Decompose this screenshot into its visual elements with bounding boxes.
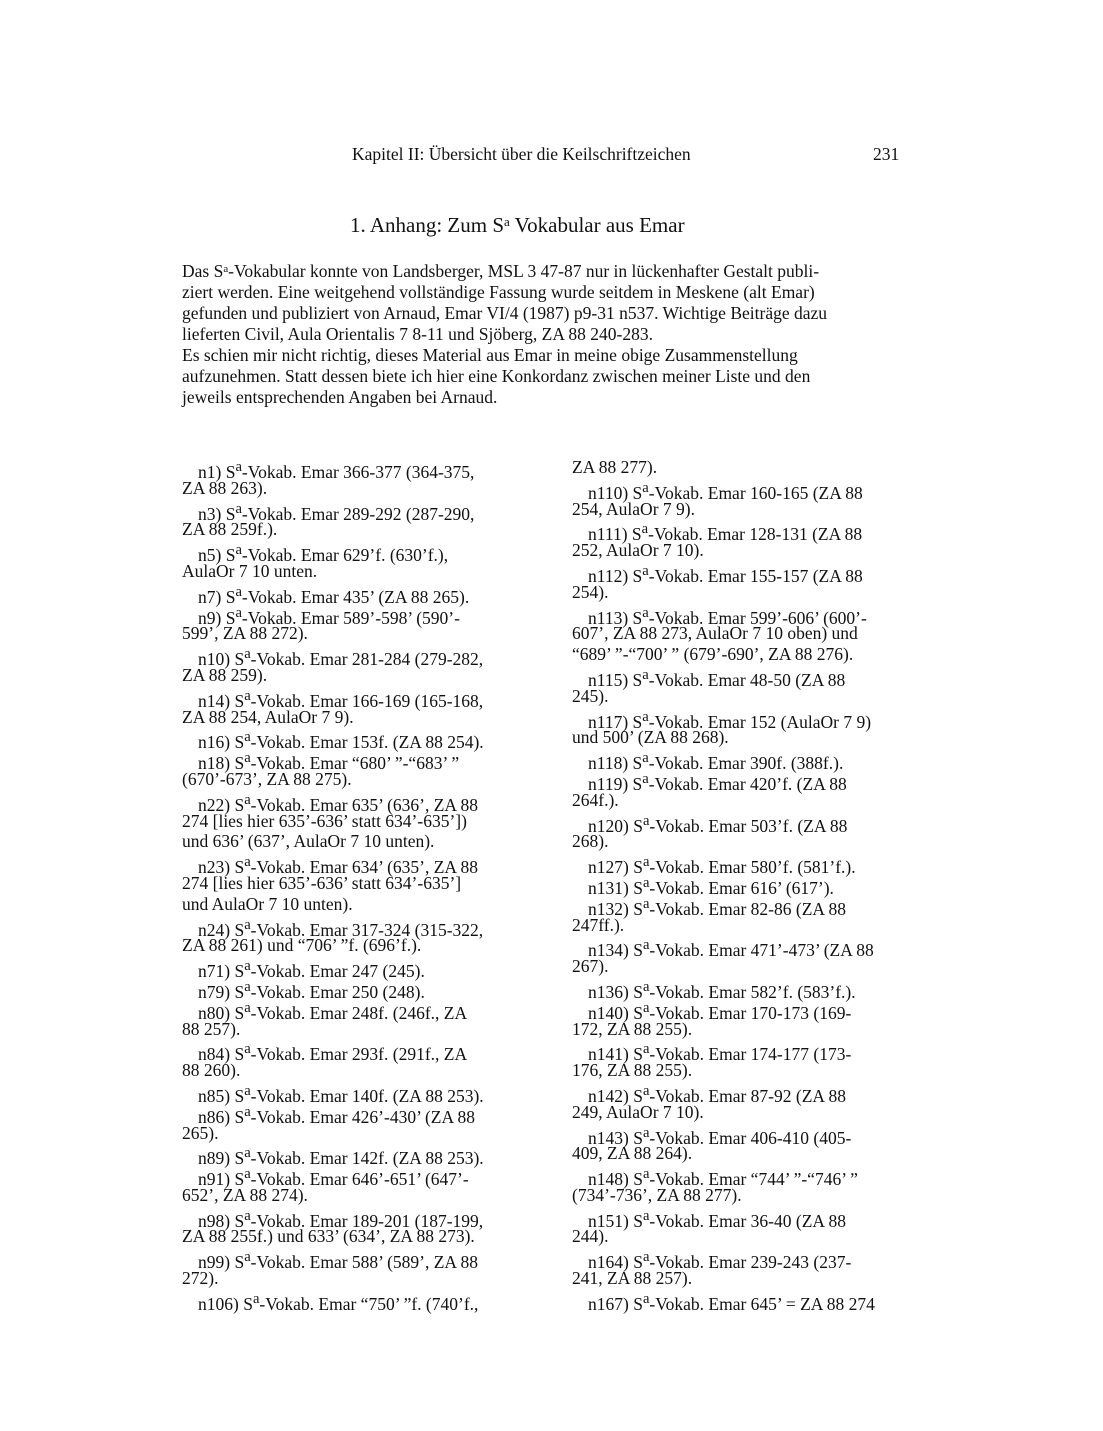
line-text: -Vokab. Emar 435’ (ZA 88 265). (241, 586, 470, 607)
concordance-entry-line (182, 727, 532, 753)
line-text: und 636’ (637’, AulaOr 7 10 unten). (182, 831, 435, 852)
concordance-entry-line (182, 1143, 532, 1169)
line-text: 652’, ZA 88 274). (182, 1184, 308, 1205)
line-text: 264f.). (572, 789, 619, 810)
superscript: a (244, 916, 251, 933)
line-text: n141) S (588, 1044, 643, 1065)
running-head: Kapitel II: Übersicht über die Keilschriftzeichen (352, 144, 691, 164)
superscript: a (235, 604, 242, 621)
superscript: a (235, 459, 242, 475)
line-text: n119) S (588, 773, 643, 794)
line-text: ZA 88 277). (572, 457, 658, 477)
section-title (350, 212, 685, 238)
line-text: gefunden und publiziert von Arnaud, Emar VI/4 (1987) p9-31 n537. Wichtige Beiträge dazu (182, 303, 828, 323)
intro-line (182, 387, 922, 408)
line-text: n7) S (198, 586, 236, 607)
line-text: n85) S (198, 1085, 245, 1106)
line-text: ZA 88 255f.) und 633’ (634’, ZA 88 273). (182, 1226, 475, 1247)
line-text: -Vokab. Emar 406-410 (405- (649, 1127, 852, 1148)
line-text: ZA 88 263). (182, 477, 268, 498)
line-text: -Vokab. Emar 588’ (589’, ZA 88 (250, 1252, 478, 1273)
line-text: -Vokab. Emar 166-169 (165-168, (250, 690, 484, 711)
line-text: n111) S (588, 524, 642, 545)
superscript: a (244, 729, 251, 746)
line-text: -Vokab. Emar “750’ ”f. (740’f., (259, 1293, 479, 1314)
line-text: n142) S (588, 1085, 643, 1106)
concordance-right-column (572, 457, 922, 1314)
line-text: 409, ZA 88 264). (572, 1143, 693, 1164)
superscript: a (235, 542, 242, 559)
concordance-entry-line (182, 811, 532, 832)
line-text: n1) S (198, 461, 236, 482)
section-title-suffix: Vokabular aus Emar (509, 213, 685, 237)
line-text: (670’-673’, ZA 88 275). (182, 768, 352, 789)
line-text: n14) S (198, 690, 245, 711)
line-text: n127) S (588, 856, 643, 877)
line-text: n10) S (198, 649, 245, 669)
concordance-entry-line (572, 1039, 922, 1065)
line-text: n131) S (588, 877, 643, 898)
line-text: 274 [lies hier 635’-636’ statt 634’-635’]) (182, 810, 467, 831)
line-text: n113) S (588, 607, 643, 628)
concordance-entry-line (182, 977, 532, 1002)
superscript: a (252, 1290, 260, 1307)
line-text: und 500’ (ZA 88 268). (572, 727, 729, 748)
concordance-entry-line (182, 1039, 532, 1065)
line-text: AulaOr 7 10 unten. (182, 560, 318, 581)
superscript: a (244, 958, 251, 975)
line-text: -Vokab. Emar 646’-651’ (647’- (250, 1168, 469, 1189)
section-title-sup: a (504, 214, 510, 230)
concordance-entry-line (572, 478, 922, 503)
superscript: a (642, 479, 649, 496)
superscript: a (642, 999, 650, 1016)
line-text: -Vokab. Emar 580’f. (581’f.). (649, 856, 856, 877)
line-text: ZA 88 259). (182, 664, 268, 685)
line-text: ZA 88 259f.). (182, 519, 278, 540)
concordance-entry-line (182, 894, 532, 915)
superscript: a (244, 750, 251, 767)
line-text: n132) S (588, 898, 643, 919)
line-text: n140) S (588, 1002, 643, 1023)
line-text: -Vokab. Emar 160-165 (ZA 88 (648, 482, 863, 503)
line-text: 244). (572, 1226, 609, 1247)
concordance-entry-line (572, 873, 922, 898)
superscript: a (642, 750, 649, 767)
line-text: -Vokab. Emar 248f. (246f., ZA (250, 1002, 468, 1023)
line-text: n167) S (588, 1293, 643, 1314)
superscript: a (223, 263, 229, 276)
line-text: -Vokab. Emar 471’-473’ (ZA 88 (649, 940, 874, 961)
concordance-entry-line (572, 623, 922, 644)
line-text: (734’-736’, ZA 88 277). (572, 1184, 742, 1205)
line-text: und AulaOr 7 10 unten). (182, 893, 353, 914)
line-text: -Vokab. Emar 293f. (291f., ZA (250, 1044, 468, 1065)
line-text: n79) S (198, 981, 245, 1002)
line-text: -Vokab. Emar 128-131 (ZA 88 (648, 524, 863, 545)
line-text: -Vokab. Emar 289-292 (287-290, (241, 503, 475, 524)
line-text: -Vokab. Emar “744’ ”-“746’ ” (649, 1168, 858, 1189)
superscript: a (244, 1166, 251, 1183)
intro-line (182, 345, 922, 366)
line-text: -Vokab. Emar 82-86 (ZA 88 (649, 898, 846, 919)
concordance-entry-line (572, 561, 922, 586)
line-text: n91) S (198, 1168, 245, 1189)
line-text: n80) S (198, 1002, 245, 1023)
concordance-entry-line (182, 644, 532, 669)
line-text: -Vokab. Emar 174-177 (173- (649, 1044, 852, 1065)
line-text: 249, AulaOr 7 10). (572, 1101, 704, 1122)
line-text: n136) S (588, 981, 643, 1002)
superscript: a (642, 874, 650, 891)
line-text: 172, ZA 88 255). (572, 1018, 693, 1039)
line-text: n106) S (198, 1293, 253, 1314)
superscript: a (641, 521, 649, 538)
line-text: -Vokab. Emar 366-377 (364-375, (241, 461, 475, 482)
superscript: a (244, 791, 251, 808)
concordance-entry-line (572, 935, 922, 961)
line-text: -Vokab. Emar 152 (AulaOr 7 9) (648, 711, 872, 732)
superscript: a (642, 978, 650, 995)
line-text: n86) S (198, 1106, 245, 1127)
line-text: jeweils entsprechenden Angaben bei Arnaud. (182, 387, 498, 407)
section-title-prefix: 1. Anhang: Zum S (350, 213, 505, 237)
concordance-entry-line (182, 790, 532, 815)
line-text: aufzunehmen. Statt dessen biete ich hier eine Konkordanz zwischen meiner Liste und den (182, 366, 811, 386)
concordance-entry-line (572, 603, 922, 628)
line-text: -Vokab. Emar 317-324 (315-322, (250, 919, 484, 940)
line-text: 254). (572, 581, 609, 602)
line-text: n151) S (588, 1210, 643, 1231)
concordance-entry-line (572, 1247, 922, 1273)
concordance-entry-line (572, 748, 922, 773)
line-text: 176, ZA 88 255). (572, 1060, 693, 1081)
concordance-entry-line (572, 644, 922, 665)
line-text: 252, AulaOr 7 10). (572, 540, 704, 561)
line-text: ziert werden. Eine weitgehend vollständige Fassung wurde seitdem in Meskene (alt Emar) (182, 282, 815, 302)
superscript: a (642, 666, 649, 683)
line-text: n89) S (198, 1148, 245, 1169)
superscript: a (244, 978, 251, 995)
line-text: Es schien mir nicht richtig, dieses Material aus Emar in meine obige Zusammenstellung (182, 345, 798, 365)
superscript: a (642, 812, 650, 829)
line-text: -Vokab. Emar 582’f. (583’f.). (649, 981, 856, 1002)
concordance-entry-line (572, 1123, 922, 1148)
superscript: a (642, 1082, 650, 1099)
intro-line (182, 261, 922, 282)
intro-paragraph (182, 261, 922, 408)
superscript: a (642, 1290, 650, 1307)
line-text: 88 260). (182, 1060, 241, 1081)
superscript: a (642, 1041, 650, 1058)
concordance-entry-line (182, 1081, 532, 1106)
line-text: n22) S (198, 794, 245, 815)
concordance-entry-line (572, 769, 922, 794)
line-text: -Vokab. Emar 140f. (ZA 88 253). (250, 1085, 484, 1106)
line-text: -Vokab. Emar 645’ = ZA 88 274 (649, 1293, 875, 1314)
line-text: ZA 88 261) und “706’ ”f. (696’f.). (182, 935, 422, 956)
superscript: a (642, 708, 649, 725)
line-text: -Vokab. Emar 142f. (ZA 88 253). (250, 1148, 484, 1169)
concordance-entry-line (572, 1081, 922, 1106)
line-text: 88 257). (182, 1018, 241, 1039)
line-text: 241, ZA 88 257). (572, 1268, 693, 1289)
line-text: -Vokab. Emar 599’-606’ (600’- (648, 607, 867, 628)
line-text: “689’ ”-“700’ ” (679’-690’, ZA 88 276). (572, 644, 854, 665)
concordance-entry-line (182, 956, 532, 981)
superscript: a (235, 583, 242, 600)
superscript: a (244, 999, 251, 1016)
line-text: -Vokab. Emar 426’-430’ (ZA 88 (250, 1106, 476, 1127)
line-text: n148) S (588, 1168, 643, 1189)
intro-line (182, 366, 922, 387)
concordance-entry-line (182, 457, 532, 482)
concordance-entry-line (182, 540, 532, 566)
concordance-entry-line (572, 665, 922, 690)
line-text: n71) S (198, 960, 245, 981)
line-text: 265). (182, 1122, 219, 1143)
line-text: 607’, ZA 88 273, AulaOr 7 10 oben) und (572, 623, 858, 644)
line-text: n115) S (588, 669, 643, 690)
concordance-entry-line (182, 499, 532, 524)
concordance-entry-line (182, 582, 532, 607)
line-text: n118) S (588, 752, 643, 773)
line-text: Das S (182, 261, 224, 281)
superscript: a (642, 1207, 650, 1224)
line-text: n23) S (198, 856, 245, 877)
line-text: 254, AulaOr 7 9). (572, 498, 695, 519)
line-text: n16) S (198, 732, 245, 753)
line-text: n84) S (198, 1044, 245, 1065)
concordance-left-column (182, 457, 532, 1314)
line-text: -Vokab. Emar 589’-598’ (590’- (241, 607, 460, 628)
line-text: -Vokab. Emar 153f. (ZA 88 254). (250, 732, 484, 753)
superscript: a (244, 646, 251, 663)
line-text: n143) S (588, 1127, 643, 1148)
concordance-entry-line (572, 1206, 922, 1231)
line-text: -Vokab. Emar 250 (248). (250, 981, 425, 1002)
superscript: a (642, 895, 650, 912)
line-text: n9) S (198, 607, 236, 628)
superscript: a (642, 937, 650, 954)
line-text: n117) S (588, 711, 643, 732)
concordance-entry-line (572, 457, 922, 478)
line-text: -Vokab. Emar 189-201 (187-199, (250, 1210, 484, 1231)
line-text: 268). (572, 831, 609, 852)
concordance-entry-line (182, 1206, 532, 1231)
superscript: a (642, 770, 649, 787)
line-text: -Vokab. Emar 247 (245). (250, 960, 425, 981)
superscript: a (244, 1082, 251, 1099)
superscript: a (642, 1166, 650, 1183)
line-text: 274 [lies hier 635’-636’ statt 634’-635’] (182, 872, 462, 893)
superscript: a (642, 854, 650, 871)
superscript: a (642, 1124, 650, 1141)
line-text: n24) S (198, 919, 245, 940)
line-text: n98) S (198, 1210, 245, 1231)
concordance-entry-line (572, 998, 922, 1023)
line-text: lieferten Civil, Aula Orientalis 7 8-11 und Sjöberg, ZA 88 240-283. (182, 324, 653, 344)
line-text: n110) S (588, 482, 643, 503)
superscript: a (244, 1145, 251, 1162)
intro-line (182, 324, 922, 345)
line-text: -Vokab. Emar 503’f. (ZA 88 (649, 815, 848, 836)
line-text: 599’, ZA 88 272). (182, 623, 308, 644)
intro-line (182, 282, 922, 303)
line-text: -Vokab. Emar 420’f. (ZA 88 (648, 773, 847, 794)
concordance-entry-line (572, 852, 922, 877)
concordance-entry-line (182, 873, 532, 894)
superscript: a (642, 562, 649, 579)
superscript: a (642, 1249, 650, 1266)
line-text: ZA 88 254, AulaOr 7 9). (182, 706, 354, 727)
line-text: -Vokab. Emar 155-157 (ZA 88 (648, 565, 863, 586)
line-text: -Vokab. Emar 390f. (388f.). (648, 752, 844, 773)
line-text: n164) S (588, 1252, 643, 1273)
superscript: a (244, 1041, 251, 1058)
line-text: 245). (572, 685, 609, 706)
intro-line (182, 303, 922, 324)
line-text: 272). (182, 1268, 219, 1289)
line-text: n5) S (198, 545, 236, 566)
line-text: 247ff.). (572, 914, 625, 935)
superscript: a (235, 500, 242, 517)
concordance-entry-line (182, 603, 532, 628)
line-text: -Vokab. Emar 48-50 (ZA 88 (648, 669, 846, 690)
line-text: -Vokab. Emar 281-284 (279-282, (250, 649, 484, 669)
line-text: n112) S (588, 565, 643, 586)
concordance-entry-line (182, 1247, 532, 1273)
superscript: a (244, 854, 251, 871)
line-text: n120) S (588, 815, 643, 836)
concordance-entry-line (572, 811, 922, 836)
line-text: -Vokab. Emar 87-92 (ZA 88 (649, 1085, 846, 1106)
line-text: n134) S (588, 940, 643, 961)
line-text: -Vokab. Emar 616’ (617’). (649, 877, 834, 898)
line-text: 267). (572, 956, 609, 977)
page-number: 231 (873, 144, 900, 164)
superscript: a (244, 687, 251, 704)
line-text: -Vokab. Emar 36-40 (ZA 88 (649, 1210, 846, 1231)
concordance-entry-line (182, 852, 532, 877)
superscript: a (244, 1103, 251, 1120)
line-text: -Vokabular konnte von Landsberger, MSL 3 47-87 nur in lückenhafter Gestalt publi- (228, 261, 820, 281)
line-text: -Vokab. Emar 629’f. (630’f.), (241, 545, 449, 566)
concordance-entry-line (572, 707, 922, 732)
line-text: n18) S (198, 752, 245, 773)
concordance-entry-line (572, 519, 922, 545)
concordance-entry-line (182, 831, 532, 852)
line-text: n3) S (198, 503, 236, 524)
concordance-entry-line (572, 977, 922, 1002)
superscript: a (642, 604, 649, 621)
line-text: n99) S (198, 1252, 245, 1273)
line-text: -Vokab. Emar 634’ (635’, ZA 88 (250, 856, 478, 877)
line-text: -Vokab. Emar 635’ (636’, ZA 88 (250, 794, 478, 815)
concordance-entry-line (572, 1164, 922, 1189)
line-text: -Vokab. Emar 239-243 (237- (649, 1252, 852, 1273)
concordance-entry-line (572, 894, 922, 919)
line-text: -Vokab. Emar 170-173 (169- (649, 1002, 852, 1023)
concordance-entry-line (182, 915, 532, 940)
line-text: -Vokab. Emar “680’ ”-“683’ ” (250, 752, 460, 773)
concordance-entry-line (182, 1289, 532, 1314)
concordance-entry-line (572, 1289, 922, 1314)
superscript: a (244, 1207, 251, 1224)
superscript: a (244, 1249, 251, 1266)
concordance-entry-line (182, 998, 532, 1023)
concordance-entry-line (182, 686, 532, 711)
